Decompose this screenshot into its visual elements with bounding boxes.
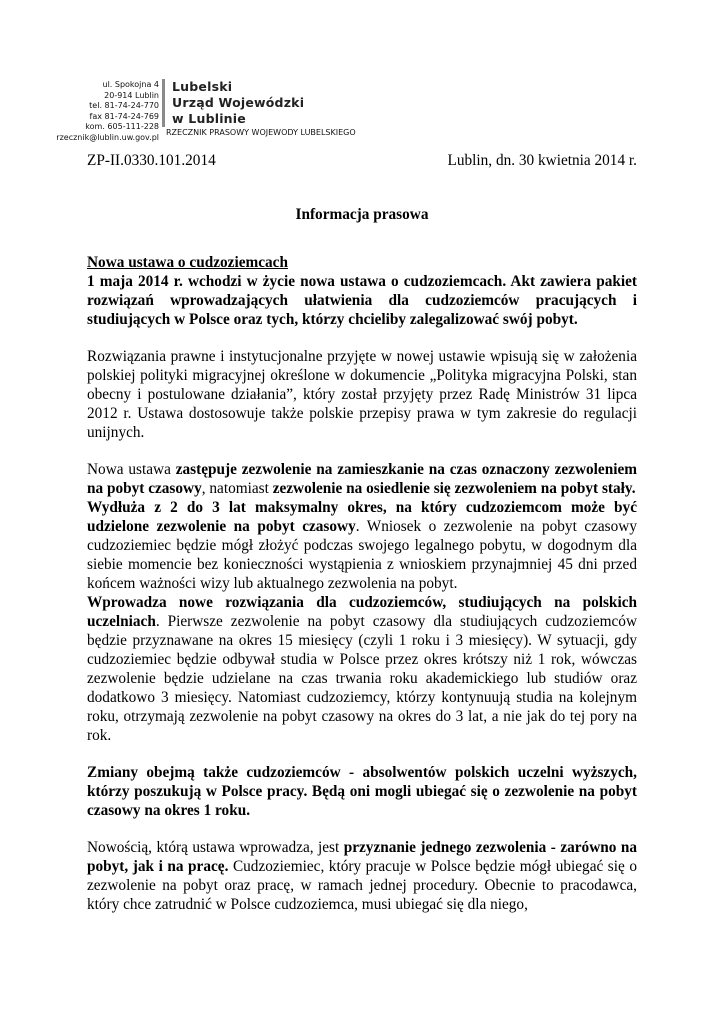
- place-and-date: Lublin, dn. 30 kwietnia 2014 r.: [447, 152, 637, 169]
- paragraph-permits-bold-2: zezwolenie na osiedlenie się zezwoleniem na pobyt stały.: [272, 480, 636, 497]
- document-body: [87, 147, 637, 914]
- lead-paragraph: 1 maja 2014 r. wchodzi w życie nowa ustawa o cudzoziemcach. Akt zawiera pakiet rozwiązań wprowadzających ułatwienia dla cudzoziemców pracujących i studiujących w Polsce oraz tych, którzy chcieliby zalegalizować swój pobyt.: [87, 273, 637, 328]
- document-title: Informacja prasowa: [295, 206, 429, 223]
- paragraph-permits: [87, 460, 637, 498]
- paragraph-single-permit: [87, 838, 637, 914]
- letterhead-divider: [162, 79, 165, 127]
- paragraph-students-bold: Wprowadza nowe rozwiązania dla cudzoziemców, studiujących na polskich uczelniach: [87, 594, 637, 630]
- paragraph-single-permit-bold: przyznanie jednego zezwolenia - zarówno na pobyt, jak i na pracę.: [87, 839, 638, 875]
- paragraph-permits-bold-1: zastępuje zezwolenie na zamieszkanie na czas oznaczony zezwoleniem na pobyt czasowy: [87, 461, 637, 497]
- header-row: [87, 151, 637, 170]
- address-phone: tel. 81-74-24-770: [89, 101, 159, 111]
- paragraph-duration-text: . Wniosek o zezwolenie na pobyt czasowy cudzoziemiec będzie mógł złożyć podczas swojego legalnego pobytu, w dogodnym dla siebie momencie bez konieczności wystąpienia z wnioskiem przynajmniej 45 dni przed końcem ważności wizy lub aktualnego zezwolenia na pobyt.: [87, 518, 637, 592]
- address-street: ul. Spokojna 4: [102, 80, 159, 89]
- paragraph-duration-bold: Wydłuża z 2 do 3 lat maksymalny okres, na który cudzoziemcom może być udzielone zezwolenie na pobyt czasowy: [87, 499, 637, 535]
- reference-number: ZP-II.0330.101.2014: [87, 152, 216, 169]
- institution-name-line-1: Lubelski: [172, 79, 233, 94]
- paragraph-duration: [87, 498, 637, 593]
- address-fax: fax 81-74-24-769: [89, 111, 159, 121]
- paragraph-students-text: . Pierwsze zezwolenie na pobyt czasowy dla studiujących cudzoziemców będzie przyznawane na okres 15 miesięcy (czyli 1 roku i 3 miesięcy). W sytuacji, gdy cudzoziemiec będzie odbywał studia w Polsce przez okres krótszy niż 1 rok, wówczas zezwolenie będzie udzielane na czas trwania roku akademickiego lub studiów oraz dodatkowo 3 miesięcy. Natomiast cudzoziemcy, którzy kontynuują studia na kolejnym roku, otrzymają zezwolenie na pobyt czasowy na okres do 3 lat, a nie jak do tej pory na rok.: [87, 613, 637, 744]
- letterhead-address: [20, 80, 159, 144]
- paragraph-single-permit-text-1: Nowością, którą ustawa wprowadza, jest: [87, 839, 344, 856]
- paragraph-graduates: [87, 763, 637, 820]
- institution-name-line-3: w Lublinie: [172, 111, 246, 126]
- paragraph-single-permit-text-2: Cudzoziemiec, który pracuje w Polsce będzie mógł ubiegać się o zezwolenie na pobyt oraz pracę, w ramach jednej procedury. Obecnie to pracodawca, który chce zatrudnić w Polsce cudzoziemca, musi ubiegać się dla niego,: [87, 858, 637, 913]
- paragraph-policy: Rozwiązania prawne i instytucjonalne przyjęte w nowej ustawie wpisują się w założenia polskiej polityki migracyjnej określone w dokumencie „Polityka migracyjna Polski, stan obecny i postulowane działania”, który został przyjęty przez Radę Ministrów 31 lipca 2012 r. Ustawa dostosowuje także polskie przepisy prawa w tym zakresie do regulacji unijnych.: [87, 348, 637, 441]
- paragraph-permits-text-2: , natomiast: [201, 480, 273, 497]
- address-city: 20-914 Lublin: [104, 90, 159, 100]
- institution-name-line-2: Urząd Wojewódzki: [172, 95, 305, 110]
- document-subject: Nowa ustawa o cudzoziemcach: [87, 254, 288, 271]
- letterhead-institution-name: [172, 79, 304, 127]
- paragraph-permits-text-1: Nowa ustawa: [87, 461, 176, 478]
- address-mobile: kom. 605-111-228: [85, 122, 159, 132]
- letterhead-role: RZECZNIK PRASOWY WOJEWODY LUBELSKIEGO: [166, 128, 356, 137]
- paragraph-students: [87, 593, 637, 745]
- address-email: rzecznik@lublin.uw.gov.pl: [56, 132, 159, 142]
- paragraph-graduates-bold: Zmiany obejmą także cudzoziemców - absolwentów polskich uczelni wyższych, którzy poszukują w Polsce pracy. Będą oni mogli ubiegać się o zezwolenie na pobyt czasowy na okres 1 roku.: [87, 764, 637, 819]
